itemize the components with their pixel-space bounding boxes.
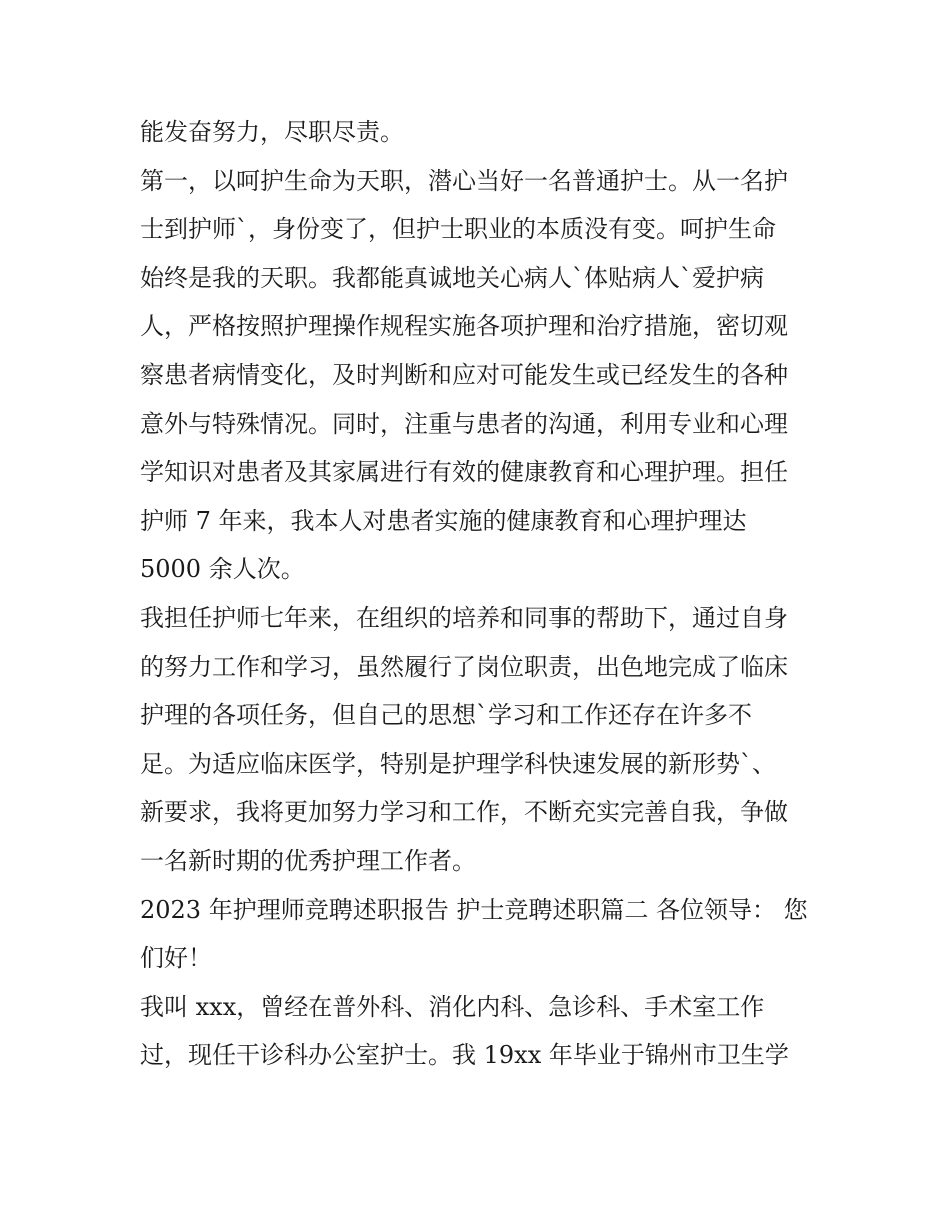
text-line: 的努力工作和学习，虽然履行了岗位职责，出色地完成了临床 <box>140 652 788 681</box>
text-line: 意外与特殊情况。同时，注重与患者的沟通，利用专业和心理 <box>140 409 788 438</box>
text-line: 5000 余人次。 <box>140 555 305 584</box>
text-line: 始终是我的天职。我都能真诚地关心病人`体贴病人`爱护病 <box>140 263 764 292</box>
text-line: 能发奋努力，尽职尽责。 <box>140 118 404 146</box>
document-body <box>140 108 820 1080</box>
text-line: 学知识对患者及其家属进行有效的健康教育和心理护理。担任 <box>140 458 788 487</box>
text-line: 我担任护师七年来，在组织的培养和同事的帮助下，通过自身 <box>140 603 788 632</box>
text-line: 我叫 xxx，曾经在普外科、消化内科、急诊科、手术室工作 <box>140 992 765 1021</box>
text-line: 足。为适应临床医学，特别是护理学科快速发展的新形势`、 <box>140 749 776 778</box>
text-line: 们好！ <box>140 944 212 973</box>
text-line: 护师 7 年来，我本人对患者实施的健康教育和心理护理达 <box>140 506 747 535</box>
text-line: 护理的各项任务，但自己的思想`学习和工作还存在许多不 <box>140 701 752 730</box>
text-line: 过，现任干诊科办公室护士。我 19xx 年毕业于锦州市卫生学 <box>140 1041 789 1070</box>
section-heading-line: 2023 年护理师竞聘述职报告 护士竞聘述职篇二 各位领导： 您 <box>140 895 808 924</box>
text-line: 士到护师`，身份变了，但护士职业的本质没有变。呵护生命 <box>140 215 776 244</box>
text-line: 一名新时期的优秀护理工作者。 <box>140 846 476 875</box>
text-line: 第一，以呵护生命为天职，潜心当好一名普通护士。从一名护 <box>140 166 788 195</box>
text-line: 察患者病情变化，及时判断和应对可能发生或已经发生的各种 <box>140 360 788 389</box>
text-line: 人，严格按照护理操作规程实施各项护理和治疗措施，密切观 <box>140 312 788 341</box>
text-line: 新要求，我将更加努力学习和工作，不断充实完善自我，争做 <box>140 798 788 827</box>
